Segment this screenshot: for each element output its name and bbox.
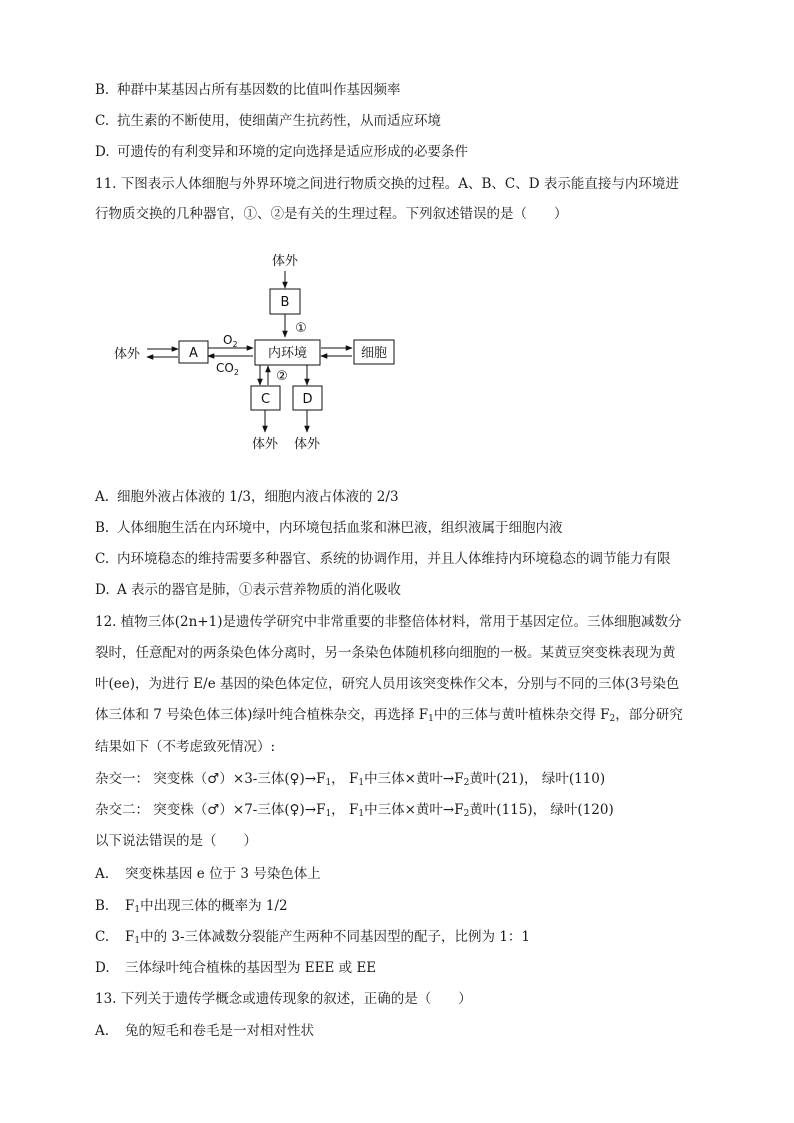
q12-option-d: D. 三体绿叶纯合植株的基因型为 EEE 或 EE bbox=[95, 960, 377, 976]
bottom-outside-c-label: 体外 bbox=[251, 437, 279, 452]
q12-question: 以下说法错误的是（ ） bbox=[95, 833, 257, 849]
box-a-label: A bbox=[189, 346, 198, 361]
cell-label: 细胞 bbox=[360, 346, 388, 361]
left-outside-label: 体外 bbox=[113, 347, 141, 362]
q10-option-b: B. 种群中某基因占所有基因数的比值叫作基因频率 bbox=[95, 82, 401, 98]
q12-option-a: A. 突变株基因 e 位于 3 号染色体上 bbox=[95, 866, 321, 882]
q12-cross-2: 杂交二： 突变株（♂）×7-三体$(♀)\to F_1$， $F_1$中三体×黄叶$\to F_2$黄叶(115)， 绿叶(120) bbox=[95, 802, 614, 819]
q10-option-c: C. 抗生素的不断使用，使细菌产生抗药性，从而适应环境 bbox=[95, 113, 441, 129]
internal-environment-label: 内环境 bbox=[267, 346, 308, 361]
q11-option-d: D. A 表示的器官是肺，①表示营养物质的消化吸收 bbox=[95, 582, 402, 598]
q10-option-d: D. 可遗传的有利变异和环境的定向选择是适应形成的必要条件 bbox=[95, 144, 468, 160]
q13-option-a: A. 兔的短毛和卷毛是一对相对性状 bbox=[95, 1023, 314, 1039]
process-1-label: ① bbox=[295, 321, 307, 336]
box-d-label: D bbox=[302, 392, 313, 407]
top-outside-label: 体外 bbox=[271, 254, 299, 269]
bottom-outside-d-label: 体外 bbox=[293, 437, 321, 452]
q12-stem-line1: 12. 植物三体(2n+1)是遗传学研究中非常重要的非整倍体材料，常用于基因定位。三体细胞减数分 bbox=[95, 614, 682, 630]
q12-option-c: C. $F_1$中的 3-三体减数分裂能产生两种不同基因型的配子，比例为 1：1 bbox=[95, 929, 531, 946]
q12-stem-line2: 裂时，任意配对的两条染色体分离时，另一条染色体随机移向细胞的一极。某黄豆突变株表现为黄 bbox=[95, 645, 676, 661]
q12-stem-line3: 叶(ee)，为进行 E/e 基因的染色体定位，研究人员用该突变株作父本，分别与不同的三体(3号染色 bbox=[95, 676, 680, 692]
q11-option-c: C. 内环境稳态的维持需要多种器官、系统的协调作用，并且人体维持内环境稳态的调节能力有限 bbox=[95, 551, 671, 567]
o2-label: $O_2$ bbox=[223, 333, 238, 349]
q11-exchange-diagram bbox=[100, 245, 420, 460]
q11-option-b: B. 人体细胞生活在内环境中，内环境包括血浆和淋巴液，组织液属于细胞内液 bbox=[95, 520, 563, 536]
q11-option-a: A. 细胞外液占体液的 1/3，细胞内液占体液的 2/3 bbox=[95, 489, 399, 505]
process-2-label: ② bbox=[276, 369, 288, 384]
q11-stem-line2: 行物质交换的几种器官，①、②是有关的生理过程。下列叙述错误的是（ ） bbox=[95, 206, 568, 222]
co2-label: $CO_2$ bbox=[216, 361, 239, 377]
q11-stem-line1: 11. 下图表示人体细胞与外界环境之间进行物质交换的过程。A、B、C、D 表示能直接与内环境进 bbox=[95, 176, 679, 192]
q12-stem-line4: 体三体和 7 号染色体三体)绿叶纯合植株杂交，再选择 $F_1$中的三体与黄叶植株杂交得 $F_2$，部分研究 bbox=[95, 707, 683, 724]
q13-stem: 13. 下列关于遗传学概念或遗传现象的叙述，正确的是（ ） bbox=[95, 991, 472, 1007]
box-b-label: B bbox=[280, 295, 290, 310]
q12-cross-1: 杂交一： 突变株（♂）×3-三体$(♀)\to F_1$， $F_1$中三体×黄叶$\to F_2$黄叶(21)， 绿叶(110) bbox=[95, 771, 606, 788]
q12-option-b: B. $F_1$中出现三体的概率为 1/2 bbox=[95, 898, 288, 915]
q12-stem-line5: 结果如下（不考虑致死情况）: bbox=[95, 739, 276, 755]
box-c-label: C bbox=[260, 392, 271, 407]
